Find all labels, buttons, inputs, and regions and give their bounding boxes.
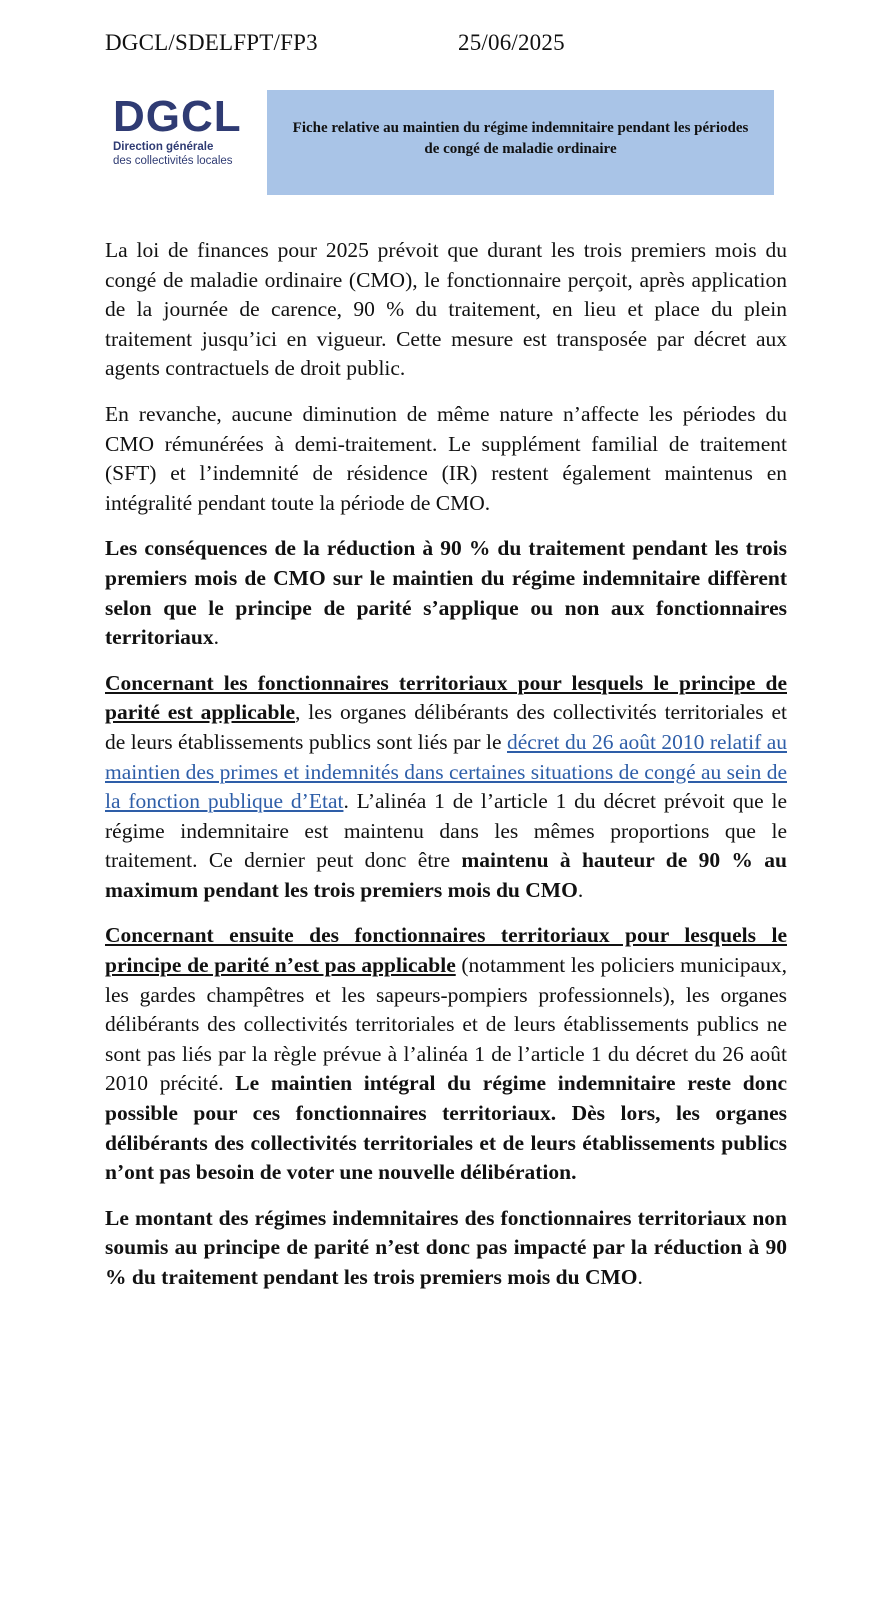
logo-wordmark: DGCL	[113, 92, 242, 141]
dgcl-logo	[113, 92, 263, 168]
logo-subtitle	[113, 140, 263, 168]
paragraph-bold-text: Le montant des régimes indemnitaires des fonctionnaires territoriaux non soumis au principe de parité n’est donc pas impacté par la réduction à 90 % du traitement pendant les trois premiers mois du CMO	[105, 1205, 787, 1289]
paragraph-text: La loi de finances pour 2025 prévoit que durant les trois premiers mois du congé de maladie ordinaire (CMO), le fonctionnaire perçoit, après application de la journée de carence, 90 % du traitement, en lieu et place du plein traitement jusqu’ici en vigueur. Cette mesure est transposée par décret aux agents contractuels de droit public.	[105, 238, 787, 381]
paragraph-demi-traitement	[105, 400, 787, 518]
paragraph-end: .	[577, 877, 584, 902]
paragraph-parite-non-applicable	[105, 921, 787, 1187]
paragraph-conclusion	[105, 1204, 787, 1293]
decret-2010-link[interactable]: décret du 26 août 2010 relatif au maintien des primes et indemnités dans certaines situations de congé au sein de la fonction publique d’Etat	[105, 729, 787, 814]
paragraph-text: . L’alinéa 1 de l’article 1 du décret prévoit que le régime indemnitaire est maintenu dans les mêmes proportions que le traitement. Ce dernier peut donc être	[105, 789, 788, 873]
document-title-box	[267, 90, 774, 195]
paragraph-text: En revanche, aucune diminution de même nature n’affecte les périodes du CMO rémunérées à demi-traitement. Le supplément familial de traitement (SFT) et l’indemnité de résidence (IR) restent également maintenus en intégralité pendant toute la période de CMO.	[105, 401, 787, 515]
document-title: Fiche relative au maintien du régime indemnitaire pendant les périodes de congé de maladie ordinaire	[292, 119, 749, 157]
paragraph-bold-text: Les conséquences de la réduction à 90 % du traitement pendant les trois premiers mois de CMO sur le maintien du régime indemnitaire diffèrent selon que le principe de parité s’applique ou non aux fonctionnaires territoriaux	[105, 536, 787, 650]
document-body	[105, 236, 787, 1309]
paragraph-parite-applicable	[105, 669, 787, 906]
paragraph-heading: Concernant les fonctionnaires territoriaux pour lesquels le principe de parité est applicable	[105, 670, 787, 725]
paragraph-text: , les organes délibérants des collectivités territoriales et de leurs établissements publics sont liés par le	[105, 700, 788, 754]
paragraph-heading: Concernant ensuite des fonctionnaires territoriaux pour lesquels le principe de parité n’est pas applicable	[105, 923, 787, 978]
logo-subtitle-line2: des collectivités locales	[113, 155, 233, 167]
paragraph-text: (notamment les policiers municipaux, les gardes champêtres et les sapeurs-pompiers professionnels), les organes délibérants des collectivités territoriales et de leurs établissements publics ne sont pas liés par la règle prévue à l’alinéa 1 de l’article 1 du décret du 26 août 2010 précité.	[105, 953, 787, 1096]
document-reference: DGCL/SDELFPT/FP3	[105, 30, 318, 55]
paragraph-bold-text: Le maintien intégral du régime indemnitaire reste donc possible pour ces fonctionnaires territoriaux. Dès lors, les organes délibérants des collectivités territoriales et de leurs établissements publics n’ont pas besoin de voter une nouvelle délibération.	[105, 1071, 787, 1185]
paragraph-end: .	[637, 1265, 643, 1289]
document-header	[105, 30, 565, 56]
paragraph-consequences	[105, 534, 787, 652]
paragraph-end: .	[213, 625, 220, 650]
logo-subtitle-line1: Direction générale	[113, 141, 214, 153]
paragraph-loi-finances	[105, 236, 787, 384]
paragraph-bold-text: maintenu à hauteur de 90 % au maximum pendant les trois premiers mois du CMO	[105, 848, 787, 902]
document-date: 25/06/2025	[458, 30, 565, 55]
